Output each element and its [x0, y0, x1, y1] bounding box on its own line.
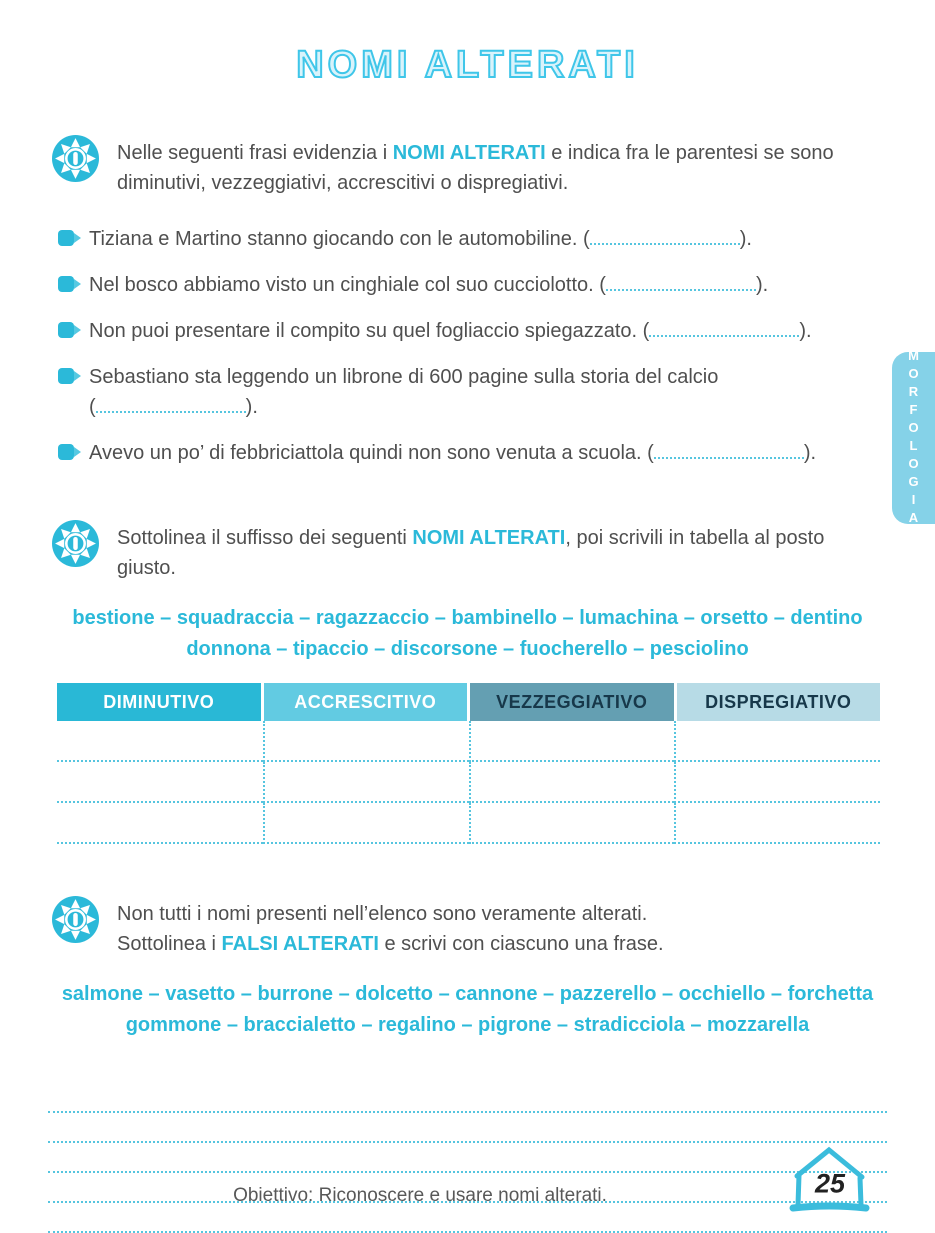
instruction-text: e scrivi con ciascuno una frase.	[378, 933, 664, 955]
sentence-item	[58, 270, 870, 300]
sentence-item	[58, 362, 870, 422]
exercise-2-word-list	[0, 603, 935, 665]
answer-blank: ( ).	[647, 442, 817, 464]
instruction-text: Non tutti i nomi presenti nell’elenco sono veramente alterati.	[117, 903, 648, 925]
instruction-text: e indica fra le parentesi se sono diminutivi, vezzeggiativi, accrescitivi o dispregiativi.	[117, 142, 834, 194]
sun-exclamation-icon	[52, 896, 99, 943]
dotted-blank	[96, 396, 246, 413]
writing-lines	[48, 1083, 887, 1233]
exercise-2-instruction	[52, 520, 875, 583]
page-title: NOMI ALTERATI	[296, 44, 639, 86]
table-cell	[469, 721, 675, 762]
arrow-square-bullet-icon	[58, 276, 74, 292]
exercise-2-text	[117, 520, 875, 583]
table-cell	[57, 762, 263, 803]
answer-blank: ( ).	[89, 396, 258, 418]
table-header-diminutivo: DIMINUTIVO	[57, 683, 261, 721]
exercise-1-instruction	[52, 135, 875, 198]
sentence-text: Nel bosco abbiamo visto un cinghiale col suo cucciolotto.	[89, 274, 594, 296]
table-body	[57, 721, 880, 844]
instruction-highlight: FALSI ALTERATI	[221, 933, 379, 955]
page-number-house	[783, 1143, 877, 1217]
instruction-text: , poi scrivili in tabella al posto giusto.	[117, 527, 825, 579]
table-cell	[57, 803, 263, 844]
objective-text: Obiettivo: Riconoscere e usare nomi alterati.	[233, 1185, 607, 1206]
sun-exclamation-icon	[52, 520, 99, 567]
classification-table	[57, 683, 880, 844]
writing-line	[48, 1203, 887, 1233]
page-number: 25	[814, 1168, 846, 1199]
exercise-3-instruction	[52, 896, 875, 959]
table-cell	[263, 721, 469, 762]
arrow-square-bullet-icon	[58, 368, 74, 384]
exercise-1-items	[0, 224, 935, 468]
table-header-vezzeggiativo: VEZZEGGIATIVO	[470, 683, 674, 721]
table-header-row	[57, 683, 880, 721]
answer-blank: ( ).	[583, 228, 752, 250]
sentence-item	[58, 438, 870, 468]
instruction-text: Sottolinea il suffisso dei seguenti	[117, 527, 413, 549]
table-cell	[263, 762, 469, 803]
table-cell	[674, 803, 880, 844]
sentence-item	[58, 316, 870, 346]
writing-line	[48, 1143, 887, 1173]
word-list-line: salmone – vasetto – burrone – dolcetto – cannone – pazzerello – occhiello – forchetta	[61, 983, 874, 1005]
exercise-3-text	[117, 896, 664, 959]
writing-line	[48, 1113, 887, 1143]
exercise-3-word-list	[0, 979, 935, 1041]
sentence-item	[58, 224, 870, 254]
instruction-text: Nelle seguenti frasi evidenzia i	[117, 142, 393, 164]
dotted-blank	[590, 228, 740, 245]
sentence-text: Non puoi presentare il compito su quel fogliaccio spiegazzato.	[89, 320, 638, 342]
table-header-dispregiativo: DISPREGIATIVO	[677, 683, 881, 721]
instruction-line-2	[117, 929, 664, 959]
word-list-line: bestione – squadraccia – ragazzaccio – bambinello – lumachina – orsetto – dentino	[72, 607, 863, 629]
arrow-square-bullet-icon	[58, 444, 74, 460]
table-cell	[469, 803, 675, 844]
dotted-blank	[649, 320, 799, 337]
dotted-blank	[654, 442, 804, 459]
arrow-square-bullet-icon	[58, 322, 74, 338]
dotted-blank	[606, 274, 756, 291]
table-cell	[57, 721, 263, 762]
table-cell	[469, 762, 675, 803]
exercise-1-text	[117, 135, 875, 198]
instruction-text: Sottolinea i	[117, 933, 222, 955]
chapter-tab-morfologia	[892, 348, 935, 528]
arrow-square-bullet-icon	[58, 230, 74, 246]
sun-exclamation-icon	[52, 135, 99, 182]
word-list-line: gommone – braccialetto – regalino – pigrone – stradicciola – mozzarella	[125, 1014, 810, 1036]
answer-blank: ( ).	[642, 320, 812, 342]
answer-blank: ( ).	[599, 274, 769, 296]
table-cell	[674, 721, 880, 762]
table-header-accrescitivo: ACCRESCITIVO	[264, 683, 468, 721]
sentence-text: Avevo un po’ di febbriciattola quindi non sono venuta a scuola.	[89, 442, 642, 464]
sentence-text: Sebastiano sta leggendo un librone di 600 pagine sulla storia del calcio	[89, 366, 719, 388]
sentence-text: Tiziana e Martino stanno giocando con le automobiline.	[89, 228, 578, 250]
writing-line	[48, 1083, 887, 1113]
table-cell	[674, 762, 880, 803]
instruction-highlight: NOMI ALTERATI	[412, 527, 566, 549]
word-list-line: donnona – tipaccio – discorsone – fuocherello – pesciolino	[186, 638, 749, 660]
chapter-tab-label: MORFOLOGIA	[906, 348, 921, 528]
table-cell	[263, 803, 469, 844]
instruction-highlight: NOMI ALTERATI	[392, 142, 546, 164]
